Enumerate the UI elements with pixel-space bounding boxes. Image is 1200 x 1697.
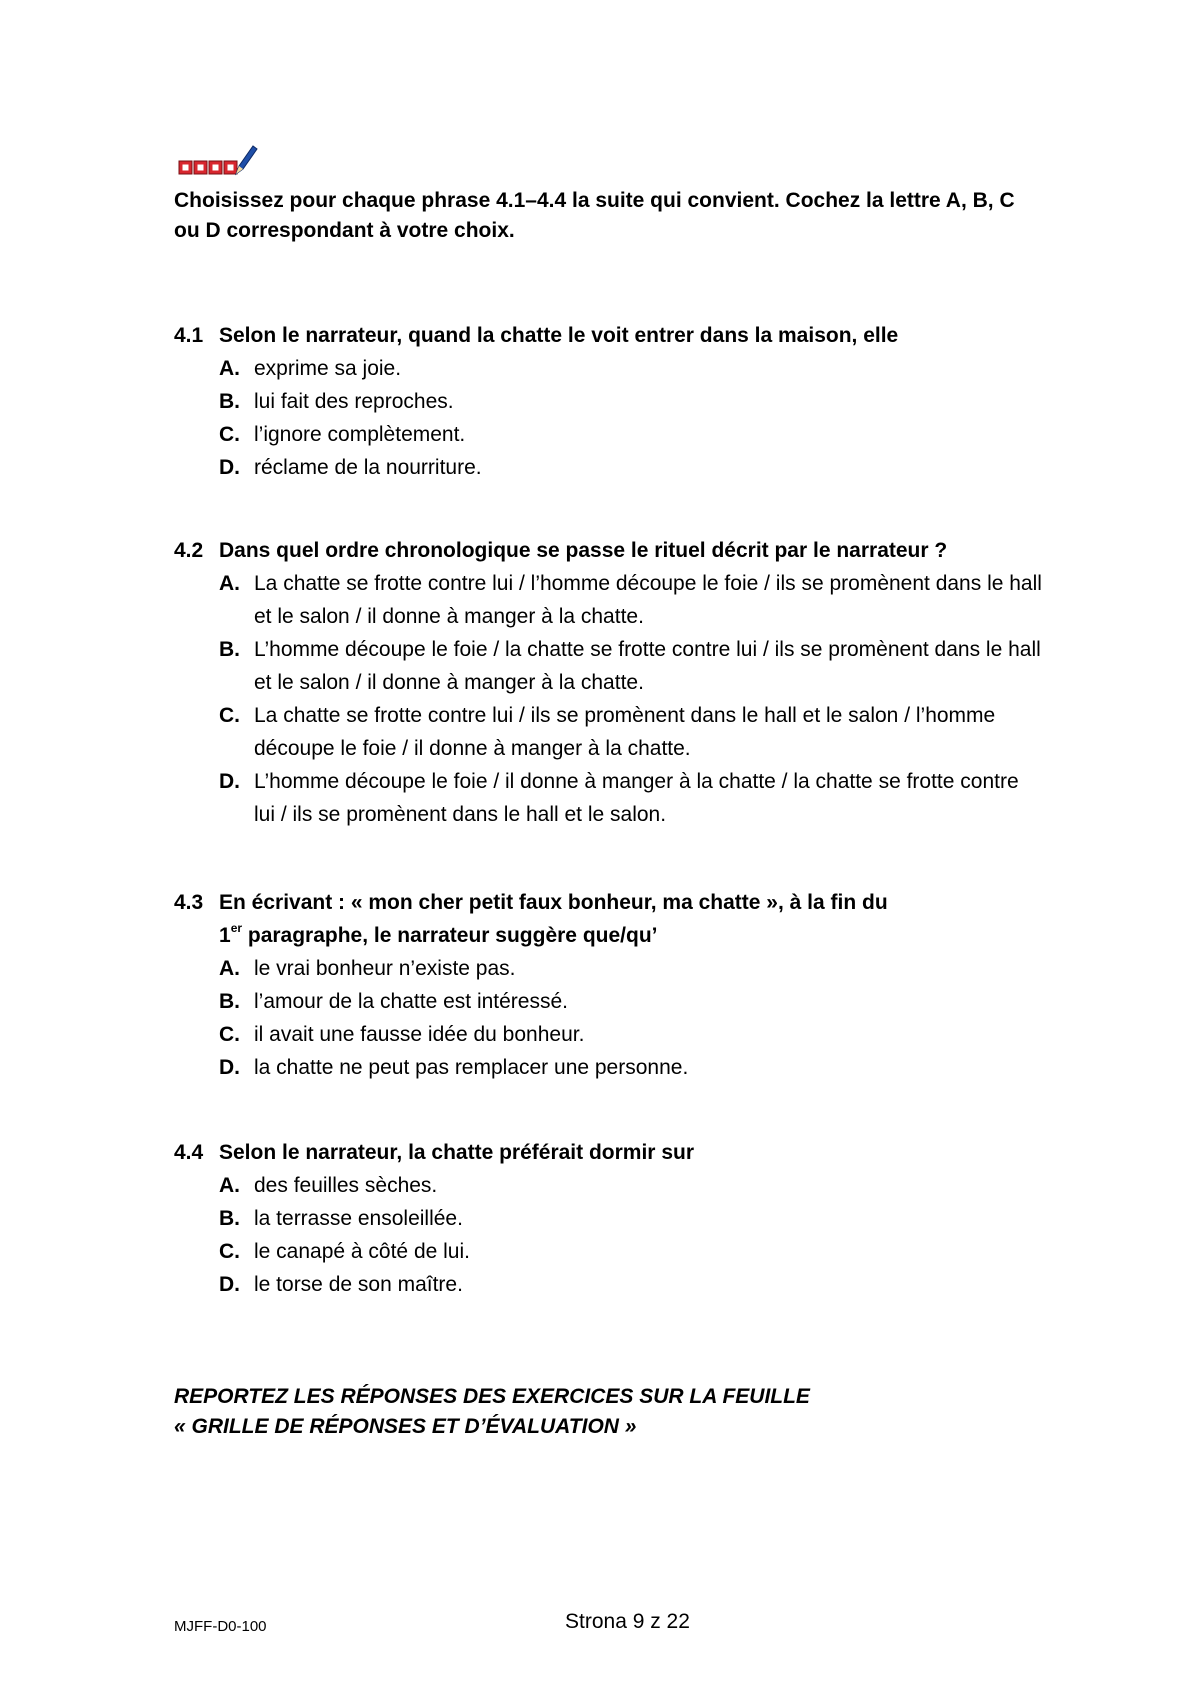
answer-grid-pen-icon [178, 143, 258, 177]
option-text: lui fait des reproches. [254, 390, 454, 413]
instruction-line-1: Choisissez pour chaque phrase 4.1–4.4 la suite qui convient. Cochez la lettre A, B, C [174, 189, 1015, 212]
ordinal-suffix: er [230, 921, 243, 935]
option-letter: A. [219, 1174, 240, 1197]
option-text-line-2: et le salon / il donne à manger à la chatte. [254, 671, 644, 694]
option-letter: D. [219, 1056, 240, 1079]
option-b[interactable] [219, 985, 1124, 1018]
question-stem-rest: paragraphe, le narrateur suggère que/qu’ [242, 924, 658, 947]
option-text-line-1: La chatte se frotte contre lui / l’homme découpe le foie / ils se promènent dans le hall [254, 572, 1042, 595]
option-text: le torse de son maître. [254, 1273, 463, 1296]
option-a[interactable] [219, 1169, 1124, 1202]
option-letter: C. [219, 704, 240, 727]
option-a[interactable] [219, 352, 1124, 385]
option-letter: A. [219, 357, 240, 380]
option-d[interactable] [219, 1051, 1124, 1084]
option-text: l’ignore complètement. [254, 423, 466, 446]
page-number: Strona 9 z 22 [565, 1610, 690, 1633]
option-text: la terrasse ensoleillée. [254, 1207, 463, 1230]
option-letter: B. [219, 638, 240, 661]
option-text-line-2: découpe le foie / il donne à manger à la chatte. [254, 737, 691, 760]
exam-code: MJFF-D0-100 [174, 1618, 267, 1635]
option-text-line-1: La chatte se frotte contre lui / ils se promènent dans le hall et le salon / l’homme [254, 704, 996, 727]
question-4-1 [174, 319, 1124, 484]
option-d[interactable] [219, 1268, 1124, 1301]
question-stem-line-2 [219, 919, 1124, 952]
option-text: le vrai bonheur n’existe pas. [254, 957, 516, 980]
question-4-2 [174, 534, 1124, 831]
question-number: 4.4 [174, 1141, 204, 1164]
option-text: il avait une fausse idée du bonheur. [254, 1023, 585, 1046]
question-stem: Selon le narrateur, quand la chatte le voit entrer dans la maison, elle [219, 324, 899, 347]
option-letter: D. [219, 456, 240, 479]
option-text: des feuilles sèches. [254, 1174, 438, 1197]
option-text-line-1: L’homme découpe le foie / la chatte se frotte contre lui / ils se promènent dans le hall [254, 638, 1041, 661]
option-letter: A. [219, 957, 240, 980]
option-text: réclame de la nourriture. [254, 456, 482, 479]
option-text-line-1: L’homme découpe le foie / il donne à manger à la chatte / la chatte se frotte contre [254, 770, 1019, 793]
question-number: 4.1 [174, 324, 204, 347]
instruction-line-2: ou D correspondant à votre choix. [174, 219, 515, 242]
question-stem [219, 886, 1124, 952]
option-b[interactable] [219, 633, 1124, 699]
option-b[interactable] [219, 385, 1124, 418]
question-number: 4.3 [174, 891, 204, 914]
option-text: la chatte ne peut pas remplacer une personne. [254, 1056, 689, 1079]
question-4-4 [174, 1136, 1124, 1301]
ordinal-number: 1 [219, 924, 231, 947]
option-a[interactable] [219, 567, 1124, 633]
option-c[interactable] [219, 418, 1124, 451]
option-text [254, 765, 1124, 831]
option-letter: C. [219, 1023, 240, 1046]
option-letter: B. [219, 390, 240, 413]
option-c[interactable] [219, 699, 1124, 765]
option-letter: D. [219, 770, 240, 793]
option-c[interactable] [219, 1018, 1124, 1051]
option-c[interactable] [219, 1235, 1124, 1268]
option-text: exprime sa joie. [254, 357, 402, 380]
option-letter: B. [219, 990, 240, 1013]
answer-sheet-reminder [174, 1382, 1074, 1442]
question-4-3 [174, 886, 1124, 1084]
option-text [254, 633, 1124, 699]
question-stem: Dans quel ordre chronologique se passe le rituel décrit par le narrateur ? [219, 539, 948, 562]
option-a[interactable] [219, 952, 1124, 985]
option-text-line-2: lui / ils se promènent dans le hall et le salon. [254, 803, 667, 826]
option-letter: B. [219, 1207, 240, 1230]
option-letter: A. [219, 572, 240, 595]
option-d[interactable] [219, 765, 1124, 831]
option-d[interactable] [219, 451, 1124, 484]
option-text: le canapé à côté de lui. [254, 1240, 470, 1263]
option-letter: D. [219, 1273, 240, 1296]
option-letter: C. [219, 1240, 240, 1263]
option-b[interactable] [219, 1202, 1124, 1235]
question-stem-line-1: En écrivant : « mon cher petit faux bonheur, ma chatte », à la fin du [219, 891, 888, 914]
question-number: 4.2 [174, 539, 204, 562]
option-letter: C. [219, 423, 240, 446]
task-instruction [174, 186, 1114, 246]
option-text: l’amour de la chatte est intéressé. [254, 990, 568, 1013]
option-text [254, 567, 1124, 633]
option-text [254, 699, 1124, 765]
question-stem: Selon le narrateur, la chatte préférait dormir sur [219, 1141, 694, 1164]
reminder-line-2: « GRILLE DE RÉPONSES ET D’ÉVALUATION » [174, 1415, 637, 1438]
option-text-line-2: et le salon / il donne à manger à la chatte. [254, 605, 644, 628]
reminder-line-1: REPORTEZ LES RÉPONSES DES EXERCICES SUR LA FEUILLE [174, 1385, 810, 1408]
